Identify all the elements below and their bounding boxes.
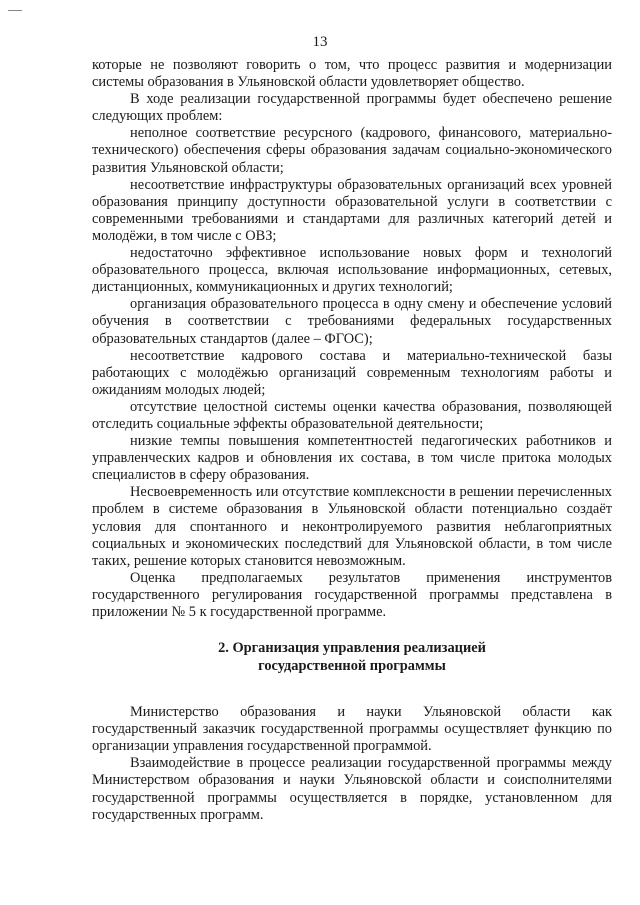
paragraph-consequences: Несвоевременность или отсутствие комплексности в решении перечисленных проблем в системе образования в Ульяновской области потенциально создаёт условия для спонтанного и неконтролируемого развития неблагоприятных социальных и экономических последствий для Ульяновской области, в том числе таких, решение которых становится невозможным. xyxy=(92,484,612,569)
problem-item: недостаточно эффективное использование новых форм и технологий образовательного процесса, включая использование информационных, сетевых, дистанционных, коммуникационных и других технологий; xyxy=(92,245,612,296)
scan-artifact-mark xyxy=(8,10,22,11)
section-heading-line-2: государственной программы xyxy=(258,657,446,674)
paragraph-interaction: Взаимодействие в процессе реализации государственной программы между Министерством образования и науки Ульяновской области и соисполнителями государственной программы осуществляется в порядке, установленном для государственных программ. xyxy=(92,755,612,823)
paragraph-assessment: Оценка предполагаемых результатов применения инструментов государственного регулирования государственной программы представлена в приложении № 5 к государственной программе. xyxy=(92,569,612,620)
paragraph-continuation: которые не позволяют говорить о том, что процесс развития и модернизации системы образования в Ульяновской области удовлетворяет общество. xyxy=(92,57,612,91)
page-number: 13 xyxy=(312,34,328,50)
problem-item: несоответствие инфраструктуры образовательных организаций всех уровней образования принципу доступности образовательной услуги в соответствии с современными требованиями и стандартами для различных категорий детей и молодёжи, в том числе с ОВЗ; xyxy=(92,176,612,244)
problem-item: организация образовательного процесса в одну смену и обеспечение условий обучения в соответствии с требованиями федеральных государственных образовательных стандартов (далее – ФГОС); xyxy=(92,296,612,347)
section-heading xyxy=(92,640,612,675)
problem-item: несоответствие кадрового состава и материально-технической базы работающих с молодёжью организаций современным технологиям работы и ожиданиям молодых людей; xyxy=(92,347,612,398)
problem-item: низкие темпы повышения компетентностей педагогических работников и управленческих кадров и обновления их состава, в том числе притока молодых специалистов в сферу образования. xyxy=(92,433,612,484)
section-heading-line-1: 2. Организация управления реализацией xyxy=(218,640,486,657)
paragraph-ministry-role: Министерство образования и науки Ульяновской области как государственный заказчик государственной программы осуществляет функцию по организации управления государственной программой. xyxy=(92,704,612,755)
paragraph-intro-problems: В ходе реализации государственной программы будет обеспечено решение следующих проблем: xyxy=(92,91,612,125)
problem-item: отсутствие целостной системы оценки качества образования, позволяющей отследить социальные эффекты образовательной деятельности; xyxy=(92,398,612,432)
problem-item: неполное соответствие ресурсного (кадрового, финансового, материально-технического) обеспечения сферы образования задачам социально-экономического развития Ульяновской области; xyxy=(92,125,612,176)
document-body xyxy=(92,57,612,824)
